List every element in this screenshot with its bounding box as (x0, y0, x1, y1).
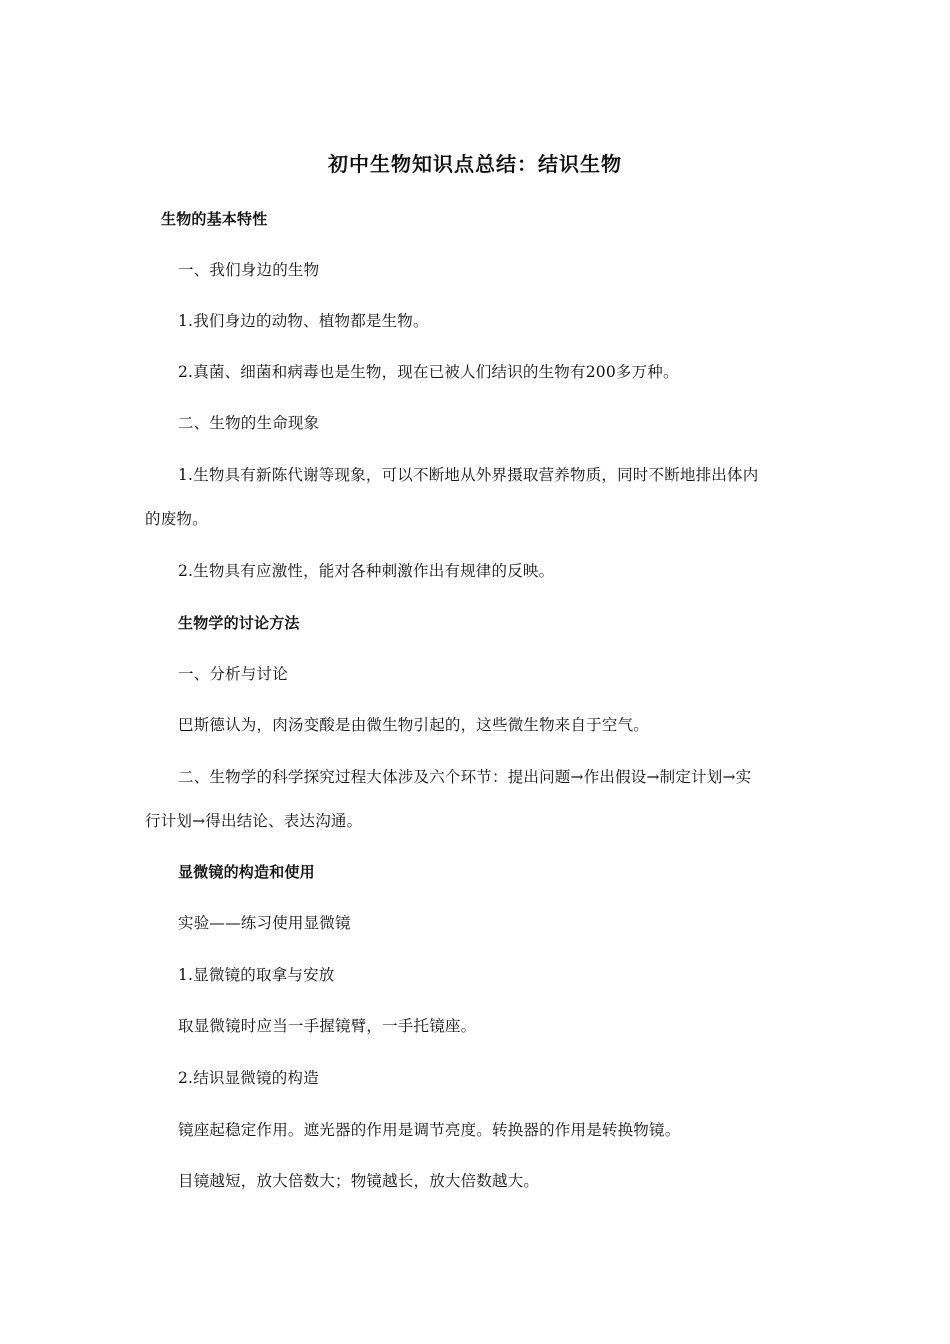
subheading-life-phenomena: 二、生物的生命现象 (178, 414, 320, 432)
paragraph: 2.生物具有应激性，能对各种刺激作出有规律的反映。 (178, 562, 555, 580)
paragraph: 2.结识显微镜的构造 (178, 1069, 319, 1087)
section-heading-microscope: 显微镜的构造和使用 (178, 863, 315, 881)
page-title: 初中生物知识点总结：结识生物 (328, 152, 622, 176)
subheading-experiment: 实验——练习使用显微镜 (178, 914, 351, 932)
paragraph-continuation: 的废物。 (145, 510, 208, 528)
paragraph: 目镜越短，放大倍数大；物镜越长，放大倍数越大。 (178, 1172, 540, 1190)
paragraph: 1.生物具有新陈代谢等现象，可以不断地从外界摄取营养物质，同时不断地排出体内 (178, 466, 759, 484)
paragraph: 二、生物学的科学探究过程大体涉及六个环节：提出问题→作出假设→制定计划→实 (178, 768, 752, 786)
paragraph: 2.真菌、细菌和病毒也是生物，现在已被人们结识的生物有200多万种。 (178, 363, 679, 381)
section-heading-basic-traits: 生物的基本特性 (161, 210, 268, 228)
paragraph: 1.显微镜的取拿与安放 (178, 966, 335, 984)
paragraph: 巴斯德认为，肉汤变酸是由微生物引起的，这些微生物来自于空气。 (178, 716, 650, 734)
subheading-organisms-around-us: 一、我们身边的生物 (178, 261, 320, 279)
paragraph: 镜座起稳定作用。遮光器的作用是调节亮度。转换器的作用是转换物镜。 (178, 1121, 681, 1139)
section-heading-research-methods: 生物学的讨论方法 (178, 614, 300, 632)
paragraph: 1.我们身边的动物、植物都是生物。 (178, 312, 429, 330)
subheading-analysis: 一、分析与讨论 (178, 665, 288, 683)
paragraph-continuation: 行计划→得出结论、表达沟通。 (145, 812, 363, 830)
paragraph: 取显微镜时应当一手握镜臂，一手托镜座。 (178, 1017, 477, 1035)
